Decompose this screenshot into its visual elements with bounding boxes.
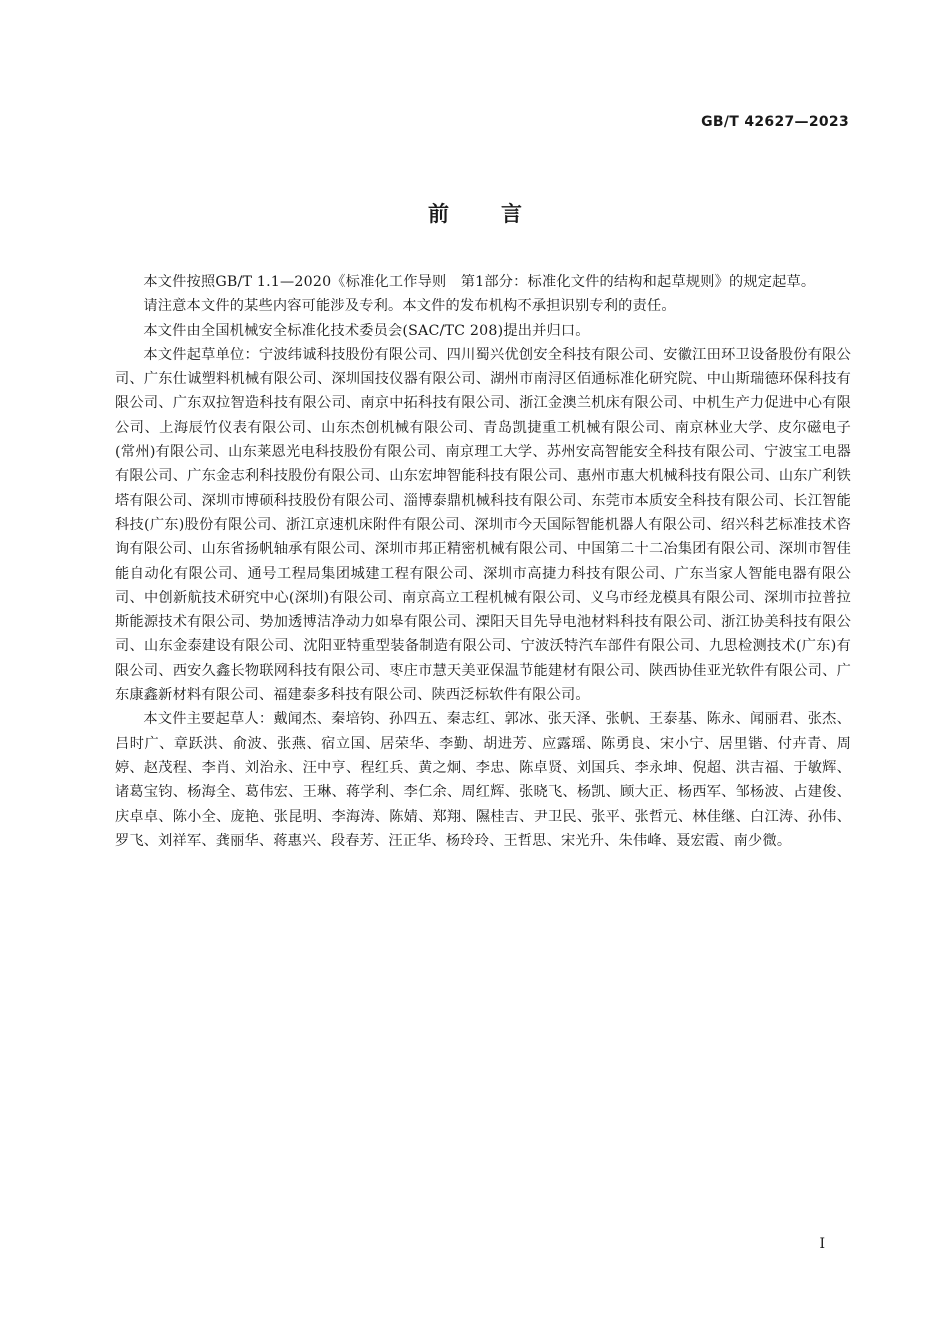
paragraph-drafters: 本文件主要起草人：戴闻杰、秦培钧、孙四五、秦志红、郭冰、张天泽、张帆、王泰基、陈永、闻丽君、张杰、吕时广、章跃洪、俞波、张燕、宿立国、居荣华、李勤、胡进芳、应露瑶、陈勇良、宋小宁、居里锴、付卉青、周婷、赵茂程、李肖、刘治永、汪中亨、程红兵、黄之炯、李忠、陈卓贤、刘国兵、李永坤、倪超、洪吉福、于敏辉、诸葛宝钧、杨海全、葛伟宏、王琳、蒋学利、李仁余、周红辉、张晓飞、杨凯、顾大正、杨西军、邹杨波、占建俊、庆卓卓、陈小全、庞艳、张昆明、李海涛、陈婧、郑翔、隰桂吉、尹卫民、张平、张哲元、林佳继、白江涛、孙伟、罗飞、刘祥军、龚丽华、蒋惠兴、段春芳、汪正华、杨玲玲、王哲思、宋光升、朱伟峰、聂宏霞、南少微。	[115, 711, 851, 849]
page-title: 前言	[428, 202, 574, 226]
standard-number: GB/T 42627—2023	[701, 114, 849, 130]
paragraph-drafting-organizations: 本文件起草单位：宁波纬诚科技股份有限公司、四川蜀兴优创安全科技有限公司、安徽江田环卫设备股份有限公司、广东仕诚塑料机械有限公司、深圳国技仪器有限公司、湖州市南浔区佰通标准化研究院、中山斯瑞德环保科技有限公司、广东双拉智造科技有限公司、南京中拓科技有限公司、浙江金澳兰机床有限公司、中机生产力促进中心有限公司、上海辰竹仪表有限公司、山东杰创机械有限公司、青岛凯捷重工机械有限公司、南京林业大学、皮尔磁电子(常州)有限公司、山东莱恩光电科技股份有限公司、南京理工大学、苏州安高智能安全科技有限公司、宁波宝工电器有限公司、广东金志利科技股份有限公司、山东宏坤智能科技有限公司、惠州市惠大机械科技有限公司、山东广利铁塔有限公司、深圳市博硕科技股份有限公司、淄博泰鼎机械科技有限公司、东莞市本质安全科技有限公司、长江智能科技(广东)股份有限公司、浙江京速机床附件有限公司、深圳市今天国际智能机器人有限公司、绍兴科艺标准技术咨询有限公司、山东省扬帆轴承有限公司、深圳市邦正精密机械有限公司、中国第二十二冶集团有限公司、深圳市智佳能自动化有限公司、通号工程局集团城建工程有限公司、深圳市高捷力科技有限公司、广东当家人智能电器有限公司、中创新航技术研究中心(深圳)有限公司、南京高立工程机械有限公司、义乌市经龙模具有限公司、深圳市拉普拉斯能源技术有限公司、势加透博洁净动力如皋有限公司、溧阳天目先导电池材料科技有限公司、浙江协美科技有限公司、山东金泰建设有限公司、沈阳亚特重型装备制造有限公司、宁波沃特汽车部件有限公司、九思检测技术(广东)有限公司、西安久鑫长物联网科技有限公司、枣庄市慧天美亚保温节能建材有限公司、陕西协佳亚光软件有限公司、广东康鑫新材料有限公司、福建泰多科技有限公司、陕西泛标软件有限公司。	[115, 346, 851, 704]
page-number: I	[819, 1236, 825, 1252]
paragraph-drafting-rules: 本文件按照GB/T 1.1—2020《标准化工作导则 第1部分：标准化文件的结构和起草规则》的规定起草。	[143, 274, 816, 290]
paragraph-patent-notice: 请注意本文件的某些内容可能涉及专利。本文件的发布机构不承担识别专利的责任。	[143, 298, 676, 315]
paragraph-committee: 本文件由全国机械安全标准化技术委员会(SAC/TC 208)提出并归口。	[143, 322, 590, 339]
document-body	[115, 270, 851, 853]
